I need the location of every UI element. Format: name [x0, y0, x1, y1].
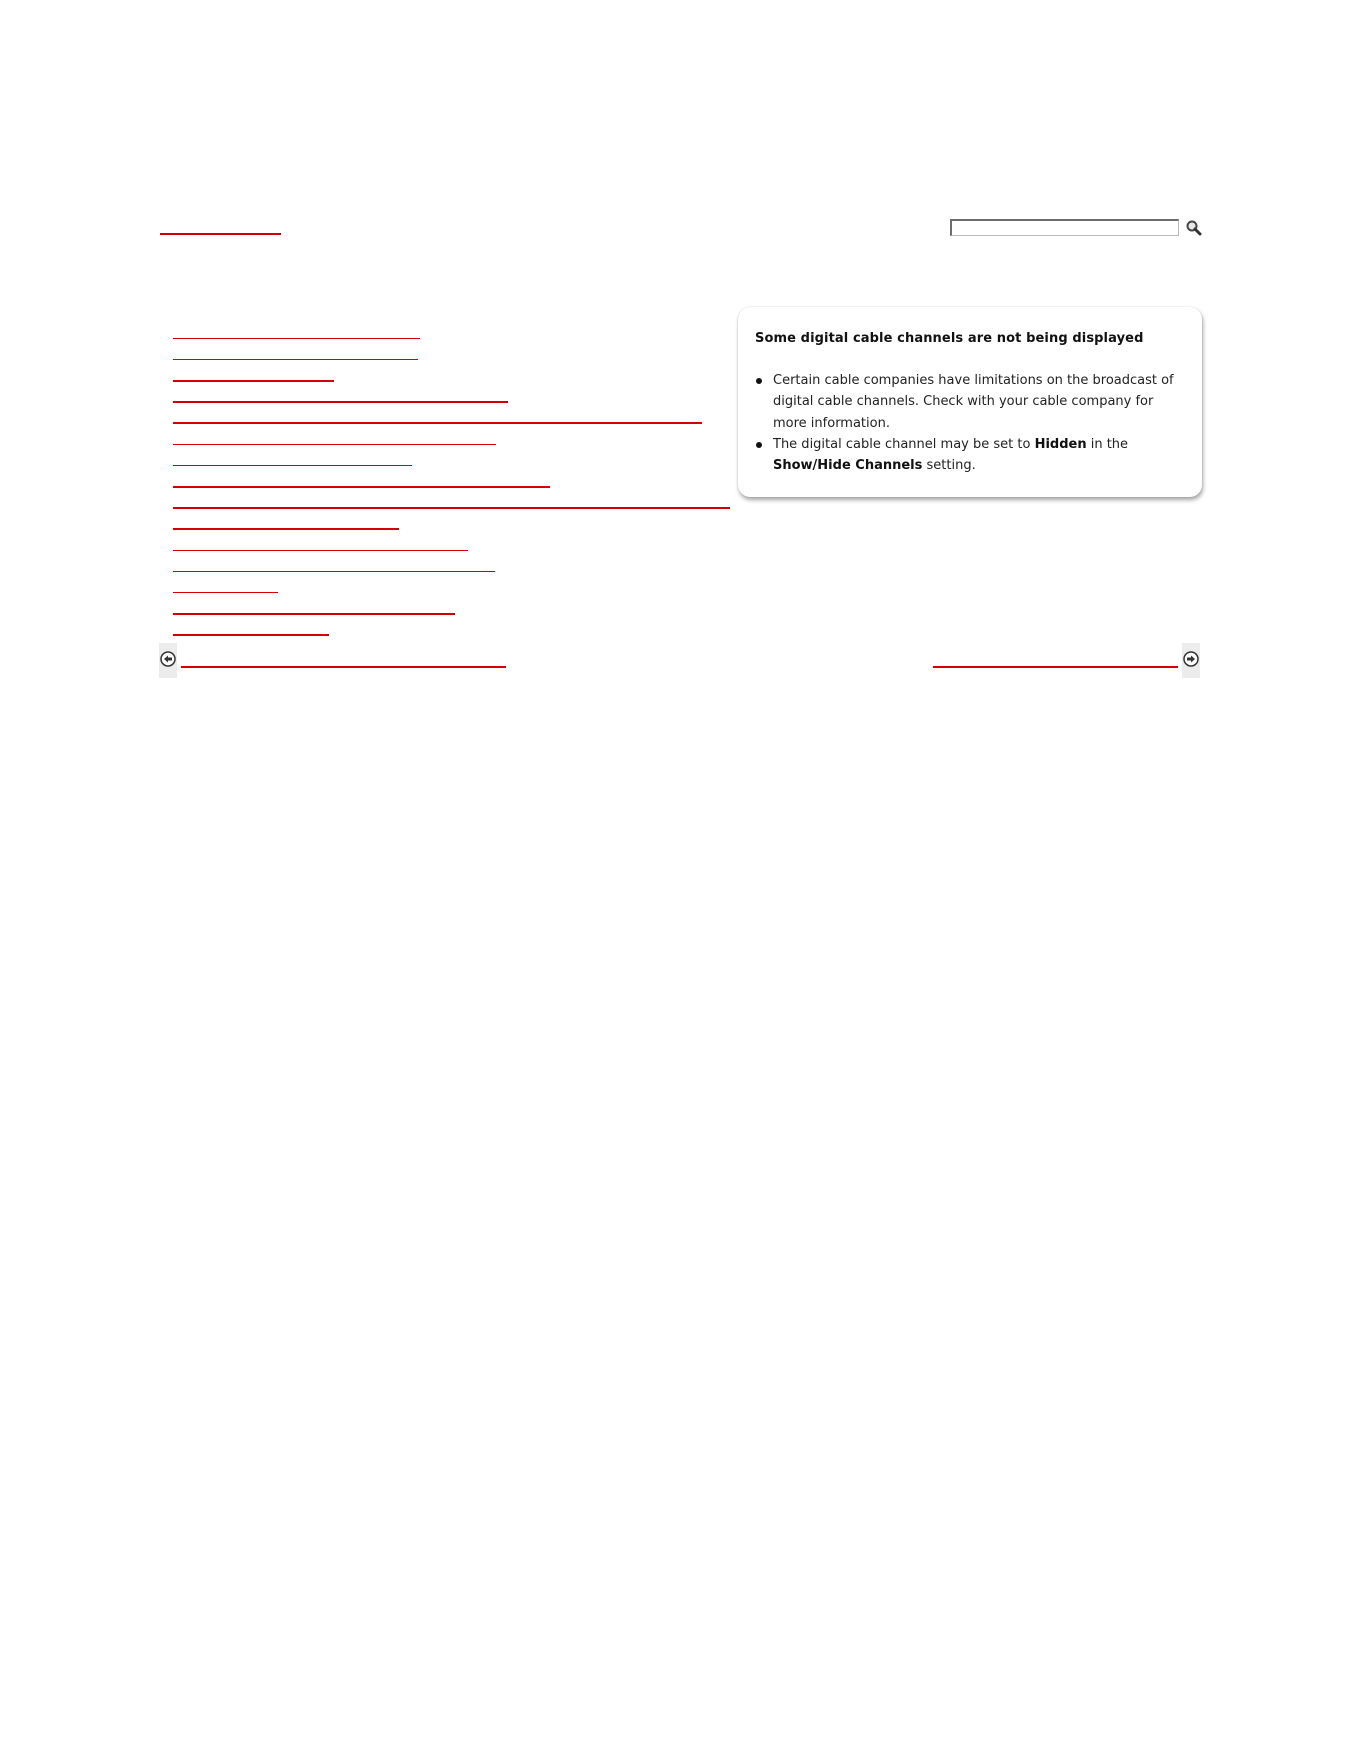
card-item [755, 370, 1186, 434]
bullet-icon [756, 378, 762, 384]
arrow-left-circle-icon [160, 651, 176, 667]
card-item-text: The digital cable channel may be set to [773, 436, 1035, 452]
search-icon[interactable] [1185, 219, 1203, 237]
setting-value-hidden: Hidden [1034, 436, 1087, 452]
card-item [755, 434, 1186, 477]
next-page-link[interactable] [933, 666, 1178, 668]
troubleshooting-card [738, 307, 1202, 497]
card-item-text: in the [1086, 436, 1129, 452]
card-title: Some digital cable channels are not being displayed [755, 331, 1144, 346]
card-item-text: setting. [922, 458, 976, 474]
top-link[interactable] [160, 233, 281, 235]
search-input[interactable] [950, 219, 1179, 236]
previous-page-link[interactable] [181, 666, 506, 668]
next-page-button[interactable] [1182, 643, 1200, 678]
previous-page-button[interactable] [159, 643, 177, 678]
arrow-right-circle-icon [1183, 651, 1199, 667]
card-item-text: Certain cable companies have limitations on the broadcast of digital cable channels. Check with your cable company for more information. [773, 373, 1174, 431]
setting-name-show-hide-channels: Show/Hide Channels [773, 458, 923, 474]
card-item-list [755, 370, 1186, 476]
bullet-icon [756, 442, 762, 448]
